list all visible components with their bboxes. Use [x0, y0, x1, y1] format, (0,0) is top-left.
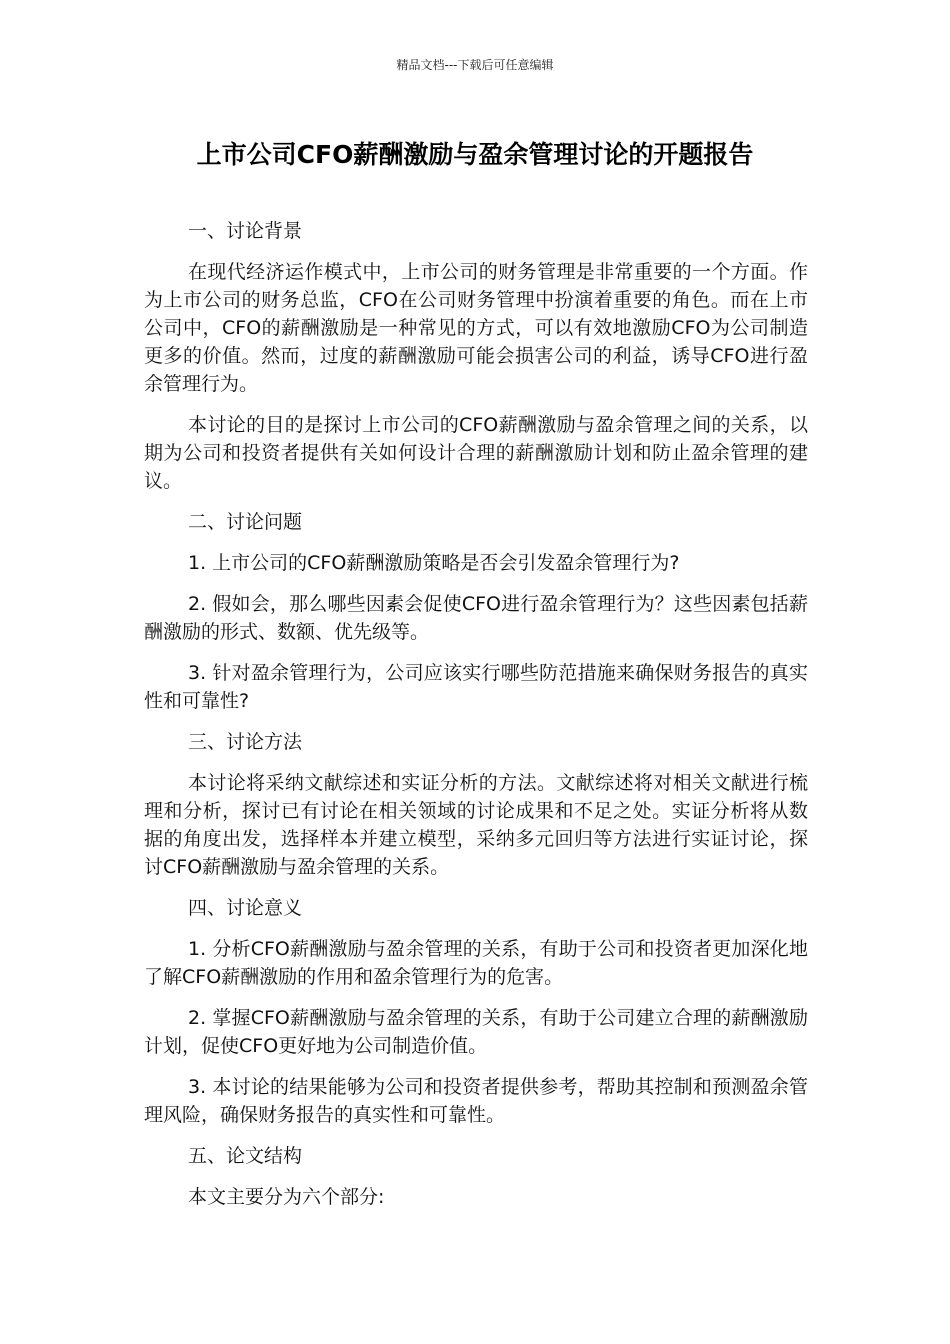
- paragraph-background: 在现代经济运作模式中，上市公司的财务管理是非常重要的一个方面。作为上市公司的财务总监，CFO在公司财务管理中扮演着重要的角色。而在上市公司中，CFO的薪酬激励是一种常见的方式，可以有效地激励CFO为公司制造更多的价值。然而，过度的薪酬激励可能会损害公司的利益，诱导CFO进行盈余管理行为。: [144, 261, 808, 395]
- section-heading-methods: 三、讨论方法: [188, 731, 303, 753]
- section-heading-questions: 二、讨论问题: [188, 511, 303, 533]
- paragraph-methods: 本讨论将采纳文献综述和实证分析的方法。文献综述将对相关文献进行梳理和分析，探讨已有讨论在相关领域的讨论成果和不足之处。实证分析将从数据的角度出发，选择样本并建立模型，采纳多元回归等方法进行实证讨论，探讨CFO薪酬激励与盈余管理的关系。: [144, 772, 808, 878]
- section-heading-structure: 五、论文结构: [188, 1145, 303, 1167]
- significance-item-3: 3. 本讨论的结果能够为公司和投资者提供参考，帮助其控制和预测盈余管理风险，确保财务报告的真实性和可靠性。: [144, 1076, 808, 1126]
- question-item-3: 3. 针对盈余管理行为，公司应该实行哪些防范措施来确保财务报告的真实性和可靠性?: [144, 662, 808, 712]
- section-heading-background: 一、讨论背景: [188, 220, 303, 242]
- page-header: 精品文档---下载后可任意编辑: [396, 58, 554, 72]
- paragraph-purpose: 本讨论的目的是探讨上市公司的CFO薪酬激励与盈余管理之间的关系，以期为公司和投资者提供有关如何设计合理的薪酬激励计划和防止盈余管理的建议。: [144, 414, 808, 492]
- question-item-2: 2. 假如会，那么哪些因素会促使CFO进行盈余管理行为？这些因素包括薪酬激励的形式、数额、优先级等。: [144, 593, 808, 643]
- document-title: 上市公司CFO薪酬激励与盈余管理讨论的开题报告: [196, 140, 754, 169]
- significance-item-2: 2. 掌握CFO薪酬激励与盈余管理的关系，有助于公司建立合理的薪酬激励计划，促使CFO更好地为公司制造价值。: [144, 1007, 808, 1057]
- section-heading-significance: 四、讨论意义: [188, 897, 303, 919]
- question-item-1: 1. 上市公司的CFO薪酬激励策略是否会引发盈余管理行为?: [188, 552, 680, 574]
- paragraph-structure: 本文主要分为六个部分:: [188, 1186, 385, 1208]
- document-body: [144, 217, 808, 1224]
- significance-item-1: 1. 分析CFO薪酬激励与盈余管理的关系，有助于公司和投资者更加深化地了解CFO薪酬激励的作用和盈余管理行为的危害。: [144, 938, 808, 988]
